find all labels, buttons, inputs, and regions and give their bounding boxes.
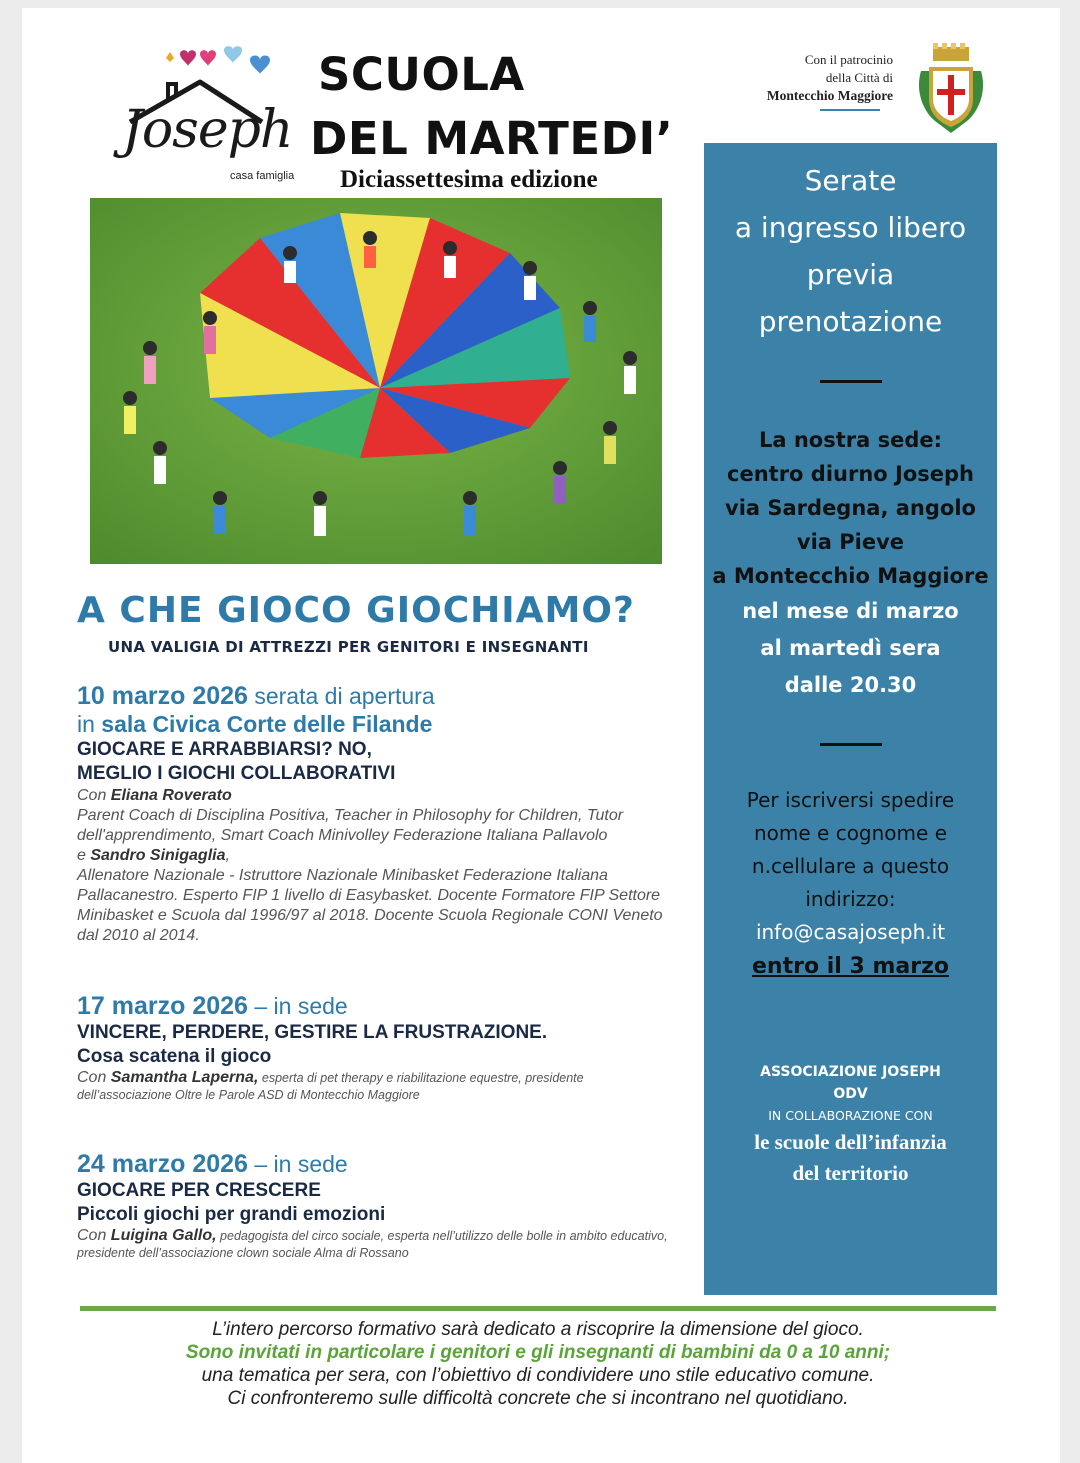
footer-text xyxy=(80,1318,996,1410)
footer-divider xyxy=(80,1306,996,1311)
event-1-speaker-1 xyxy=(77,786,687,806)
event-2-with-prefix: Con xyxy=(77,1069,111,1086)
signup-line-1: Per iscriversi spedire xyxy=(746,788,955,812)
venue-line-5: a Montecchio Maggiore xyxy=(712,564,989,588)
patronage-city: Montecchio Maggiore xyxy=(766,88,893,103)
event-1-speaker-1-name: Eliana Roverato xyxy=(110,787,232,804)
patronage-line-2: della Città di xyxy=(825,70,893,85)
event-1-location: sala Civica Corte delle Filande xyxy=(101,711,433,737)
city-crest-icon xyxy=(915,41,987,137)
signup-line-2: nome e cognome e xyxy=(753,821,947,845)
title-line-2: DEL MARTEDI’ xyxy=(310,112,674,165)
logo-subtitle: casa famiglia xyxy=(230,170,295,182)
signup-deadline: entro il 3 marzo xyxy=(752,954,949,979)
logo-wordmark: Joseph xyxy=(122,100,293,160)
edition-label: Diciassettesima edizione xyxy=(340,166,598,193)
venue-line-2: centro diurno Joseph xyxy=(727,462,974,486)
event-2-speaker xyxy=(77,1069,677,1104)
patronage-underline xyxy=(820,109,880,111)
schedule-line-1: nel mese di marzo xyxy=(742,599,959,623)
event-2-date-rest: – in sede xyxy=(247,993,348,1019)
signup-email-link[interactable]: info@casajoseph.it xyxy=(755,920,946,944)
schools-line-2: del territorio xyxy=(792,1161,909,1185)
separator-1 xyxy=(820,380,882,383)
flyer-page xyxy=(22,8,1060,1463)
event-1-date: 10 marzo 2026 xyxy=(77,682,248,710)
signup-line-3: n.cellulare a questo xyxy=(751,854,950,878)
schools-line-1: le scuole dell’infanzia xyxy=(754,1130,947,1154)
event-2-speaker-name: Samantha Laperna, xyxy=(110,1069,259,1086)
event-1-with-prefix: Con xyxy=(77,787,111,804)
venue-line-4: via Pieve xyxy=(796,530,905,554)
intro-line-1: Serate xyxy=(804,164,897,197)
event-1-heading-1: GIOCARE E ARRABBIARSI? NO, xyxy=(77,739,372,760)
venue-line-1: La nostra sede: xyxy=(758,428,943,452)
event-1-speaker-1-desc: Parent Coach di Disciplina Positiva, Teacher in Philosophy for Children, Tutor dell'apprendimento, Smart Coach Minivolley Federazione Italiana Pallavolo xyxy=(77,807,624,844)
patronage-text xyxy=(767,51,893,105)
event-2-date: 17 marzo 2026 xyxy=(77,992,248,1020)
event-2-heading-2: Cosa scatena il gioco xyxy=(77,1046,272,1067)
venue-line-3: via Sardegna, angolo xyxy=(725,496,976,520)
schedule-line-3: dalle 20.30 xyxy=(784,673,917,697)
title-line-1: SCUOLA xyxy=(318,48,525,101)
intro-line-4: prenotazione xyxy=(758,305,943,338)
main-subtitle: UNA VALIGIA DI ATTREZZI PER GENITORI E INSEGNANTI xyxy=(108,638,589,656)
event-1-speaker-2-desc: Allenatore Nazionale - Istruttore Nazionale Minibasket Federazione Italiana Pallacanestro. Esperto FIP 1 livello di Easybasket. Docente Formatore FIP Settore Minibasket e Scuola dal 1996/97 al 2018. Docente Scuola Regionale CONI Veneto dal 2010 al 2014. xyxy=(77,867,663,944)
event-3-heading-2: Piccoli giochi per grandi emozioni xyxy=(77,1204,386,1225)
footer-line-1: L’intero percorso formativo sarà dedicato a riscoprire la dimensione del gioco. xyxy=(212,1319,864,1340)
event-2-speaker-desc: esperta di pet therapy e riabilitazione equestre, presidente dell’associazione Oltre le Parole ASD di Montecchio Maggiore xyxy=(77,1071,584,1102)
patronage-box xyxy=(704,33,997,143)
signup-line-4: indirizzo: xyxy=(805,887,896,911)
info-panel xyxy=(704,33,997,1295)
separator-2 xyxy=(820,743,882,746)
event-1-speaker-2-suffix: , xyxy=(225,847,230,864)
event-3-speaker-desc: pedagogista del circo sociale, esperta nell’utilizzo delle bolle in ambito educativo, presidente dell’associazione clown sociale Alma di Rossano xyxy=(77,1229,668,1260)
event-1-heading-2: MEGLIO I GIOCHI COLLABORATIVI xyxy=(77,763,396,784)
event-1-speaker-2 xyxy=(77,846,687,866)
event-3-heading-1: GIOCARE PER CRESCERE xyxy=(77,1180,321,1201)
association-type: ODV xyxy=(833,1086,868,1102)
event-3-date: 24 marzo 2026 xyxy=(77,1150,248,1178)
event-1-location-line xyxy=(77,711,687,738)
footer-line-3: una tematica per sera, con l’obiettivo di condividere uno stile educativo comune. xyxy=(201,1365,875,1386)
collaboration-label: IN COLLABORAZIONE CON xyxy=(768,1108,933,1123)
intro-line-2: a ingresso libero xyxy=(734,211,967,244)
event-1-speaker-2-name: Sandro Sinigaglia xyxy=(90,847,226,864)
event-3-speaker xyxy=(77,1227,677,1262)
event-3-with-prefix: Con xyxy=(77,1227,111,1244)
event-1-location-prefix: in xyxy=(77,711,102,737)
association-name: ASSOCIAZIONE JOSEPH xyxy=(760,1064,941,1080)
main-title: A CHE GIOCO GIOCHIAMO? xyxy=(77,590,635,631)
intro-line-3: previa xyxy=(806,258,895,291)
event-3-date-rest: – in sede xyxy=(247,1151,348,1177)
event-3 xyxy=(77,1150,677,1262)
event-2-heading-1: VINCERE, PERDERE, GESTIRE LA FRUSTRAZIONE. xyxy=(77,1022,548,1043)
event-1-date-line xyxy=(77,682,687,711)
event-1 xyxy=(77,682,687,946)
footer-line-4: Ci confronteremo sulle difficoltà concrete che si incontrano nel quotidiano. xyxy=(227,1388,849,1409)
schedule-line-2: al martedì sera xyxy=(760,636,941,660)
patronage-line-1: Con il patrocinio xyxy=(804,52,893,67)
event-2-date-line xyxy=(77,992,677,1021)
event-2 xyxy=(77,992,677,1104)
event-1-and-prefix: e xyxy=(77,847,91,864)
children-parachute-game-photo xyxy=(90,198,662,564)
event-1-date-rest: serata di apertura xyxy=(247,683,435,709)
event-3-speaker-name: Luigina Gallo, xyxy=(110,1227,217,1244)
footer-line-2: Sono invitati in particolare i genitori e gli insegnanti di bambini da 0 a 10 anni; xyxy=(185,1342,891,1363)
event-3-date-line xyxy=(77,1150,677,1179)
